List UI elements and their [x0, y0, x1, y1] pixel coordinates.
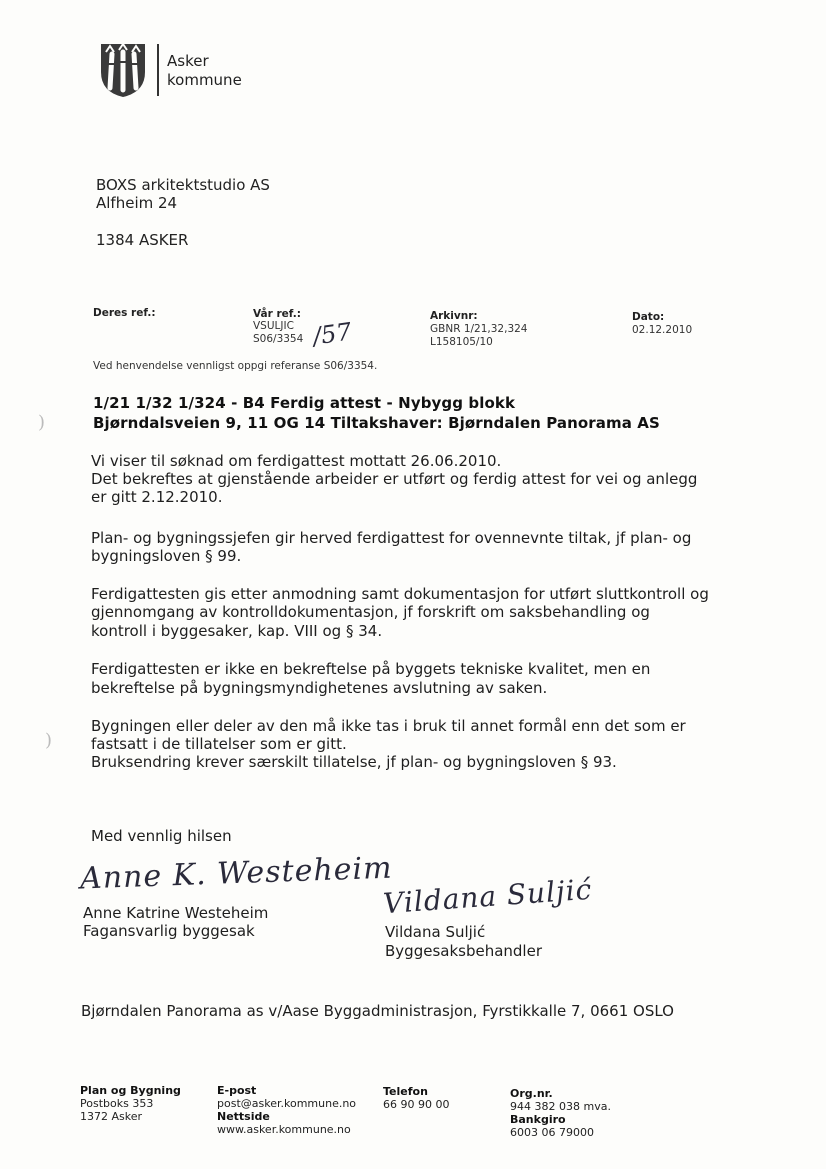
- footer-email-label: E-post: [217, 1084, 257, 1097]
- closing-greeting: Med vennlig hilsen: [91, 827, 232, 845]
- body-p1-line-3: er gitt 2.12.2010.: [91, 488, 223, 506]
- scan-edge-mark: ): [38, 412, 46, 433]
- body-p1-line-1: Vi viser til søknad om ferdigattest mottatt 26.06.2010.: [91, 452, 502, 470]
- footer-address-line-2: 1372 Asker: [80, 1110, 143, 1123]
- body-p5-line-3: Bruksendring krever særskilt tillatelse, jf plan- og bygningsloven § 93.: [91, 753, 617, 771]
- logo-line-2: kommune: [167, 71, 242, 89]
- footer-address-line-1: Postboks 353: [80, 1097, 154, 1110]
- asker-crest-icon: [99, 42, 147, 98]
- footer-org-value: 944 382 038 mva.: [510, 1100, 611, 1113]
- handwritten-ref: /57: [311, 317, 354, 351]
- footer-phone-value: 66 90 90 00: [383, 1098, 450, 1111]
- var-ref-line-2: S06/3354: [253, 333, 304, 345]
- footer-col-org: [510, 1087, 611, 1139]
- footer-email-value: post@asker.kommune.no: [217, 1097, 357, 1110]
- subject-line-2: Bjørndalsveien 9, 11 OG 14 Tiltakshaver: Bjørndalen Panorama AS: [93, 414, 660, 432]
- body-p1-line-2: Det bekreftes at gjenstående arbeider er utført og ferdig attest for vei og anlegg: [91, 470, 698, 488]
- reference-note: Ved henvendelse vennligst oppgi referanse S06/3354.: [93, 360, 378, 372]
- arkiv-line-2: L158105/10: [430, 336, 493, 348]
- signer-left-title: Fagansvarlig byggesak: [83, 922, 255, 940]
- arkiv-label: Arkivnr:: [430, 310, 478, 322]
- deres-ref-label: Deres ref.:: [93, 307, 156, 319]
- footer-col-contact: [217, 1084, 356, 1136]
- scan-edge-mark: ): [45, 730, 53, 751]
- footer-org-label: Org.nr.: [510, 1087, 553, 1100]
- body-p3-line-2: gjennomgang av kontrolldokumentasjon, jf forskrift om saksbehandling og: [91, 603, 650, 621]
- recipient-name: BOXS arkitektstudio AS: [96, 176, 270, 194]
- body-p5-line-2: fastsatt i de tillatelser som er gitt.: [91, 735, 347, 753]
- footer-bank-value: 6003 06 79000: [510, 1126, 594, 1139]
- dato-value: 02.12.2010: [632, 324, 693, 336]
- signer-left-name: Anne Katrine Westeheim: [83, 904, 269, 922]
- body-p2-line-2: bygningsloven § 99.: [91, 547, 242, 565]
- signature-left: Anne K. Westeheim: [79, 850, 394, 897]
- footer-phone-label: Telefon: [383, 1085, 428, 1098]
- footer-address-label: Plan og Bygning: [80, 1084, 181, 1097]
- var-ref-label: Vår ref.:: [253, 308, 301, 320]
- var-ref-line-1: VSULJIC: [253, 320, 294, 332]
- body-p4-line-2: bekreftelse på bygningsmyndighetenes avslutning av saken.: [91, 679, 548, 697]
- signature-right: Vildana Suljić: [382, 872, 594, 921]
- body-p3-line-3: kontroll i byggesaker, kap. VIII og § 34.: [91, 622, 383, 640]
- logo-divider: [157, 44, 159, 96]
- body-p2-line-1: Plan- og bygningssjefen gir herved ferdigattest for ovennevnte tiltak, jf plan- og: [91, 529, 692, 547]
- arkiv-line-1: GBNR 1/21,32,324: [430, 323, 528, 335]
- footer-web-label: Nettside: [217, 1110, 270, 1123]
- signer-right-title: Byggesaksbehandler: [385, 942, 542, 960]
- body-p5-line-1: Bygningen eller deler av den må ikke tas i bruk til annet formål enn det som er: [91, 717, 686, 735]
- signer-right-name: Vildana Suljić: [385, 923, 486, 941]
- logo-line-1: Asker: [167, 52, 209, 70]
- logo-text: [167, 52, 242, 90]
- footer-bank-label: Bankgiro: [510, 1113, 566, 1126]
- footer-web-value: www.asker.kommune.no: [217, 1123, 351, 1136]
- footer-col-address: [80, 1084, 181, 1123]
- dato-label: Dato:: [632, 311, 665, 323]
- footer-col-phone: [383, 1085, 449, 1111]
- recipient-street: Alfheim 24: [96, 194, 178, 212]
- body-p3-line-1: Ferdigattesten gis etter anmodning samt dokumentasjon for utført sluttkontroll og: [91, 585, 709, 603]
- body-p4-line-1: Ferdigattesten er ikke en bekreftelse på byggets tekniske kvalitet, men en: [91, 660, 651, 678]
- subject-line-1: 1/21 1/32 1/324 - B4 Ferdig attest - Nybygg blokk: [93, 394, 516, 412]
- recipient-postal: 1384 ASKER: [96, 231, 189, 249]
- copy-to-line: Bjørndalen Panorama as v/Aase Byggadministrasjon, Fyrstikkalle 7, 0661 OSLO: [81, 1002, 674, 1020]
